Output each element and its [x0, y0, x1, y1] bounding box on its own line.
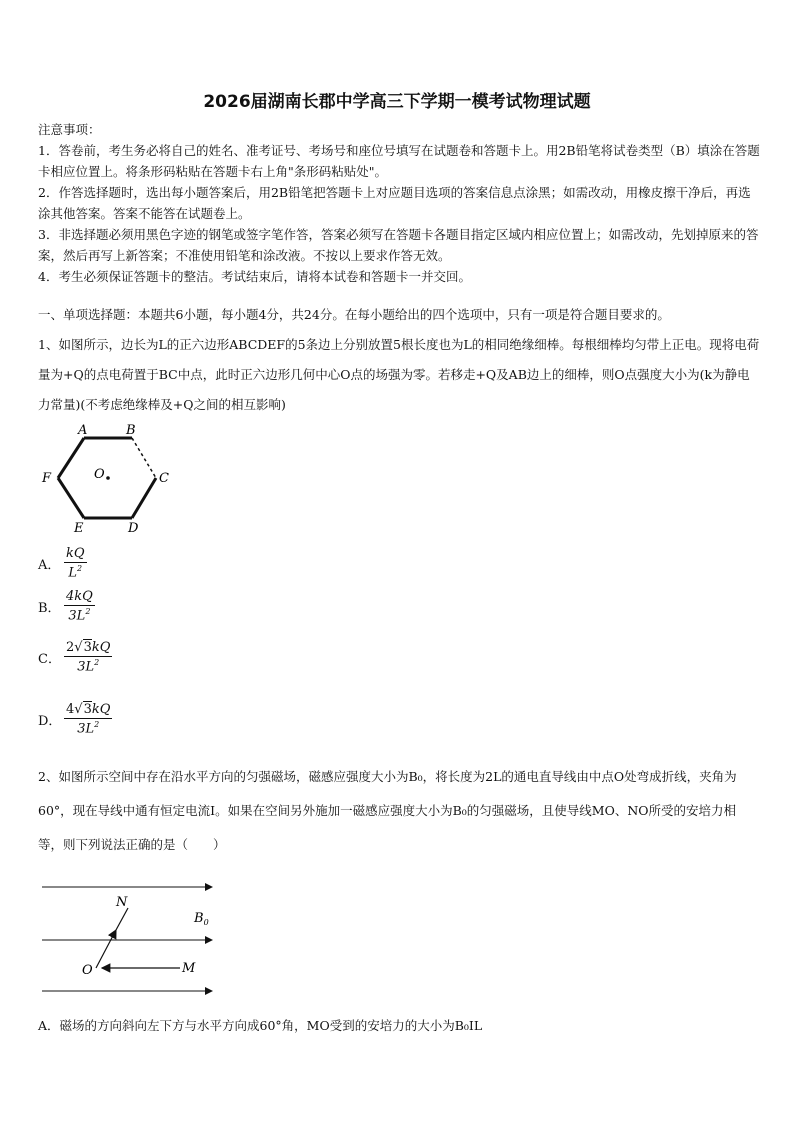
hex-edge-ef: [58, 478, 84, 518]
q2-option-a: A．磁场的方向斜向左下方与水平方向成60°角，MO受到的安培力的大小为B₀IL: [38, 1018, 483, 1033]
label-o: O: [82, 963, 93, 978]
notice-heading: 注意事项：: [38, 122, 101, 137]
den-exp: 2: [85, 607, 91, 616]
denominator: [68, 563, 82, 580]
hex-edge-cd: [132, 478, 156, 518]
magnetic-field-figure: [40, 872, 220, 998]
fraction: [64, 589, 95, 623]
notice-section: [38, 119, 760, 287]
question-2-text: 2、如图所示空间中存在沿水平方向的匀强磁场，磁感应强度大小为B₀，将长度为2L的通电直导线由中点O处弯成折线，夹角为60°，现在导线中通有恒定电流I。如果在空间另外施加一磁感应强度大小为B₀的匀强磁场，且使导线MO、NO所受的安培力相等，则下列说法正确的是（ ）: [38, 769, 737, 852]
num-var: kQ: [91, 640, 111, 655]
radicand: 3: [83, 702, 92, 717]
notice-item: 1．答卷前，考生务必将自己的姓名、准考证号、考场号和座位号填写在试题卷和答题卡上。用2B铅笔将试卷类型（B）填涂在答题卡相应位置上。将条形码粘贴在答题卡右上角"条形码粘贴处"。: [38, 143, 760, 179]
question-1-text: 1、如图所示，边长为L的正六边形ABCDEF的5条边上分别放置5根长度也为L的相同绝缘细棒。每根细棒均匀带上正电。现将电荷量为+Q的点电荷置于BC中点，此时正六边形几何中心O点的场强为零。若移走+Q及AB边上的细棒，则O点强度大小为(k为静电力常量)(不考虑绝缘棒及+Q之间的相互影响): [38, 337, 760, 412]
sqrt-symbol: √3: [74, 702, 92, 717]
vertex-label-a: A: [78, 423, 88, 438]
q1-option-b: [38, 589, 95, 623]
wire-segment-on-upper: [116, 908, 128, 930]
q1-option-c: [38, 640, 112, 674]
notice-item: 4．考生必须保证答题卡的整洁。考试结束后，请将本试卷和答题卡一并交回。: [38, 269, 471, 284]
q1-option-d: [38, 702, 112, 736]
den-base: 3L: [77, 721, 95, 737]
den-exp: 2: [94, 720, 100, 729]
den-exp: 2: [77, 564, 83, 573]
wire-segment-on: [96, 930, 116, 968]
numerator: kQ: [66, 546, 85, 561]
denominator: [77, 657, 99, 674]
q1-option-a: [38, 546, 87, 580]
numerator: [64, 640, 112, 657]
num-var: kQ: [91, 702, 111, 717]
den-base: 3L: [77, 659, 95, 675]
vertex-label-c: C: [159, 471, 169, 486]
sqrt-symbol: √3: [74, 640, 92, 655]
den-exp: 2: [94, 658, 100, 667]
option-label: D．: [38, 713, 62, 729]
option-label: C．: [38, 651, 61, 667]
denominator: [77, 719, 99, 736]
fraction: [64, 546, 87, 580]
vertex-label-d: D: [128, 521, 139, 536]
notice-item: 2．作答选择题时，选出每小题答案后，用2B铅笔把答题卡上对应题目选项的答案信息点涂黑；如需改动，用橡皮擦干净后，再选涂其他答案。答案不能答在试题卷上。: [38, 185, 751, 221]
num-coef: 2: [66, 640, 75, 655]
fraction: [64, 640, 112, 674]
center-point: [106, 476, 110, 480]
den-base: L: [68, 565, 78, 581]
den-base: 3L: [68, 608, 86, 624]
hexagon-figure: [40, 420, 180, 540]
vertex-label-e: E: [74, 521, 84, 536]
option-label: B．: [38, 600, 61, 616]
num-coef: 4: [66, 702, 75, 717]
radicand: 3: [83, 640, 92, 655]
hex-edge-bc-dashed: [132, 438, 156, 478]
section-heading: 一、单项选择题：本题共6小题，每小题4分，共24分。在每小题给出的四个选项中，只有一项是符合题目要求的。: [38, 307, 670, 322]
page-title: 2026届湖南长郡中学高三下学期一模考试物理试题: [203, 92, 591, 112]
center-label-o: O: [94, 467, 105, 482]
fraction: [64, 702, 112, 736]
numerator: 4kQ: [66, 589, 93, 604]
label-b0: $B_0$: [194, 911, 209, 927]
option-label: A．: [38, 557, 61, 573]
label-m: M: [182, 961, 196, 976]
vertex-label-f: F: [42, 471, 52, 486]
vertex-label-b: B: [126, 423, 136, 438]
notice-item: 3．非选择题必须用黑色字迹的钢笔或签字笔作答，答案必须写在答题卡各题目指定区域内相应位置上；如需改动，先划掉原来的答案，然后再写上新答案；不准使用铅笔和涂改液。不按以上要求作答无效。: [38, 227, 759, 263]
denominator: [68, 606, 90, 623]
label-n: N: [116, 895, 128, 910]
numerator: [64, 702, 112, 719]
hex-edge-fa: [58, 438, 84, 478]
